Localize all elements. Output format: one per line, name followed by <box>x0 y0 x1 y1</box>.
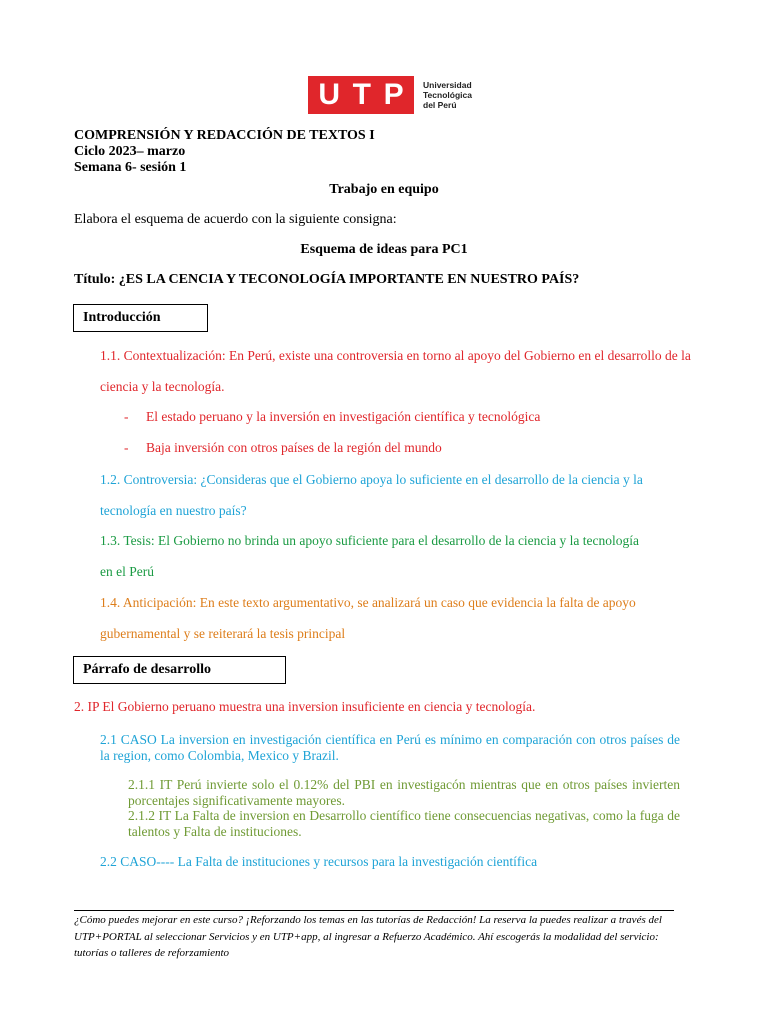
intro-bullet <box>124 409 540 425</box>
development-case-1: 2.1 CASO La inversion en investigación científica en Perú es mínimo en comparación con otros países de la region, como Colombia, Mexico y Brazil. <box>100 732 680 763</box>
intro-controversy-line-1: 1.2. Controversia: ¿Consideras que el Gobierno apoya lo suficiente en el desarrollo de la ciencia y la <box>100 472 643 487</box>
logo-letter-t: T <box>352 78 371 111</box>
intro-context <box>100 340 740 402</box>
logo-line-3: del Perú <box>423 100 457 110</box>
utp-logo <box>308 76 472 114</box>
bullet-marker: - <box>124 440 129 455</box>
bullet-text: El estado peruano y la inversión en investigación científica y tecnológica <box>146 409 541 424</box>
development-heading-box: Párrafo de desarrollo <box>73 656 286 684</box>
intro-thesis-line-1: 1.3. Tesis: El Gobierno no brinda un apoyo suficiente para el desarrollo de la ciencia y la tecnología <box>100 533 640 548</box>
development-ip: 2. IP El Gobierno peruano muestra una inversion insuficiente en ciencia y tecnología. <box>74 699 536 714</box>
development-case-2: 2.2 CASO---- La Falta de instituciones y recursos para la investigación científica <box>100 854 538 869</box>
intro-anticipation-line-2: gubernamental y se reiterará la tesis principal <box>100 626 346 641</box>
utp-logo-mark <box>308 76 414 114</box>
development-it-2: 2.1.2 IT La Falta de inversion en Desarrollo científico tiene consecuencias negativas, como la fuga de talentos y Falta de instituciones. <box>128 808 680 839</box>
document-title: Título: ¿ES LA CENCIA Y TECONOLOGÍA IMPORTANTE EN NUESTRO PAÍS? <box>74 272 580 287</box>
intro-context-line-2: ciencia y la tecnología. <box>100 379 225 394</box>
logo-line-2: Tecnológica <box>423 90 472 100</box>
intro-anticipation <box>100 587 740 649</box>
intro-controversy <box>100 464 740 526</box>
work-type: Trabajo en equipo <box>329 182 439 197</box>
bullet-text: Baja inversión con otros países de la región del mundo <box>146 440 442 455</box>
intro-bullet <box>124 440 442 456</box>
intro-thesis <box>100 525 740 587</box>
instruction-text: Elabora el esquema de acuerdo con la siguiente consigna: <box>74 212 397 227</box>
intro-context-line-1: 1.1. Contextualización: En Perú, existe una controversia en torno al apoyo del Gobierno en el desarrollo de la <box>100 348 691 363</box>
course-cycle: Ciclo 2023– marzo <box>74 144 186 159</box>
course-title: COMPRENSIÓN Y REDACCIÓN DE TEXTOS I <box>74 128 375 143</box>
course-week: Semana 6- sesión 1 <box>74 160 187 175</box>
intro-anticipation-line-1: 1.4. Anticipación: En este texto argumentativo, se analizará un caso que evidencia la falta de apoyo <box>100 595 636 610</box>
footer-divider <box>74 910 674 911</box>
schema-title: Esquema de ideas para PC1 <box>300 242 468 257</box>
logo-letter-u: U <box>318 78 340 111</box>
intro-thesis-line-2: en el Perú <box>100 564 154 579</box>
bullet-marker: - <box>124 409 129 424</box>
logo-university-name <box>423 80 472 110</box>
intro-heading-box: Introducción <box>73 304 208 332</box>
logo-letter-p: P <box>383 78 404 111</box>
intro-controversy-line-2: tecnología en nuestro país? <box>100 503 247 518</box>
footer-note: ¿Cómo puedes mejorar en este curso? ¡Reforzando los temas en las tutorías de Redacción! La reserva la puedes realizar a través del UTP+PORTAL al seleccionar Servicios y en UTP+app, al ingresar a Refuerzo Académico. Ahí escogerás la modalidad del servicio: tutorías o talleres de reforzamiento <box>74 914 662 959</box>
development-it-1: 2.1.1 IT Perú invierte solo el 0.12% del PBI en investigacón mientras que en otros países invierten porcentajes significativamente mayores. <box>128 777 680 808</box>
logo-line-1: Universidad <box>423 80 472 90</box>
